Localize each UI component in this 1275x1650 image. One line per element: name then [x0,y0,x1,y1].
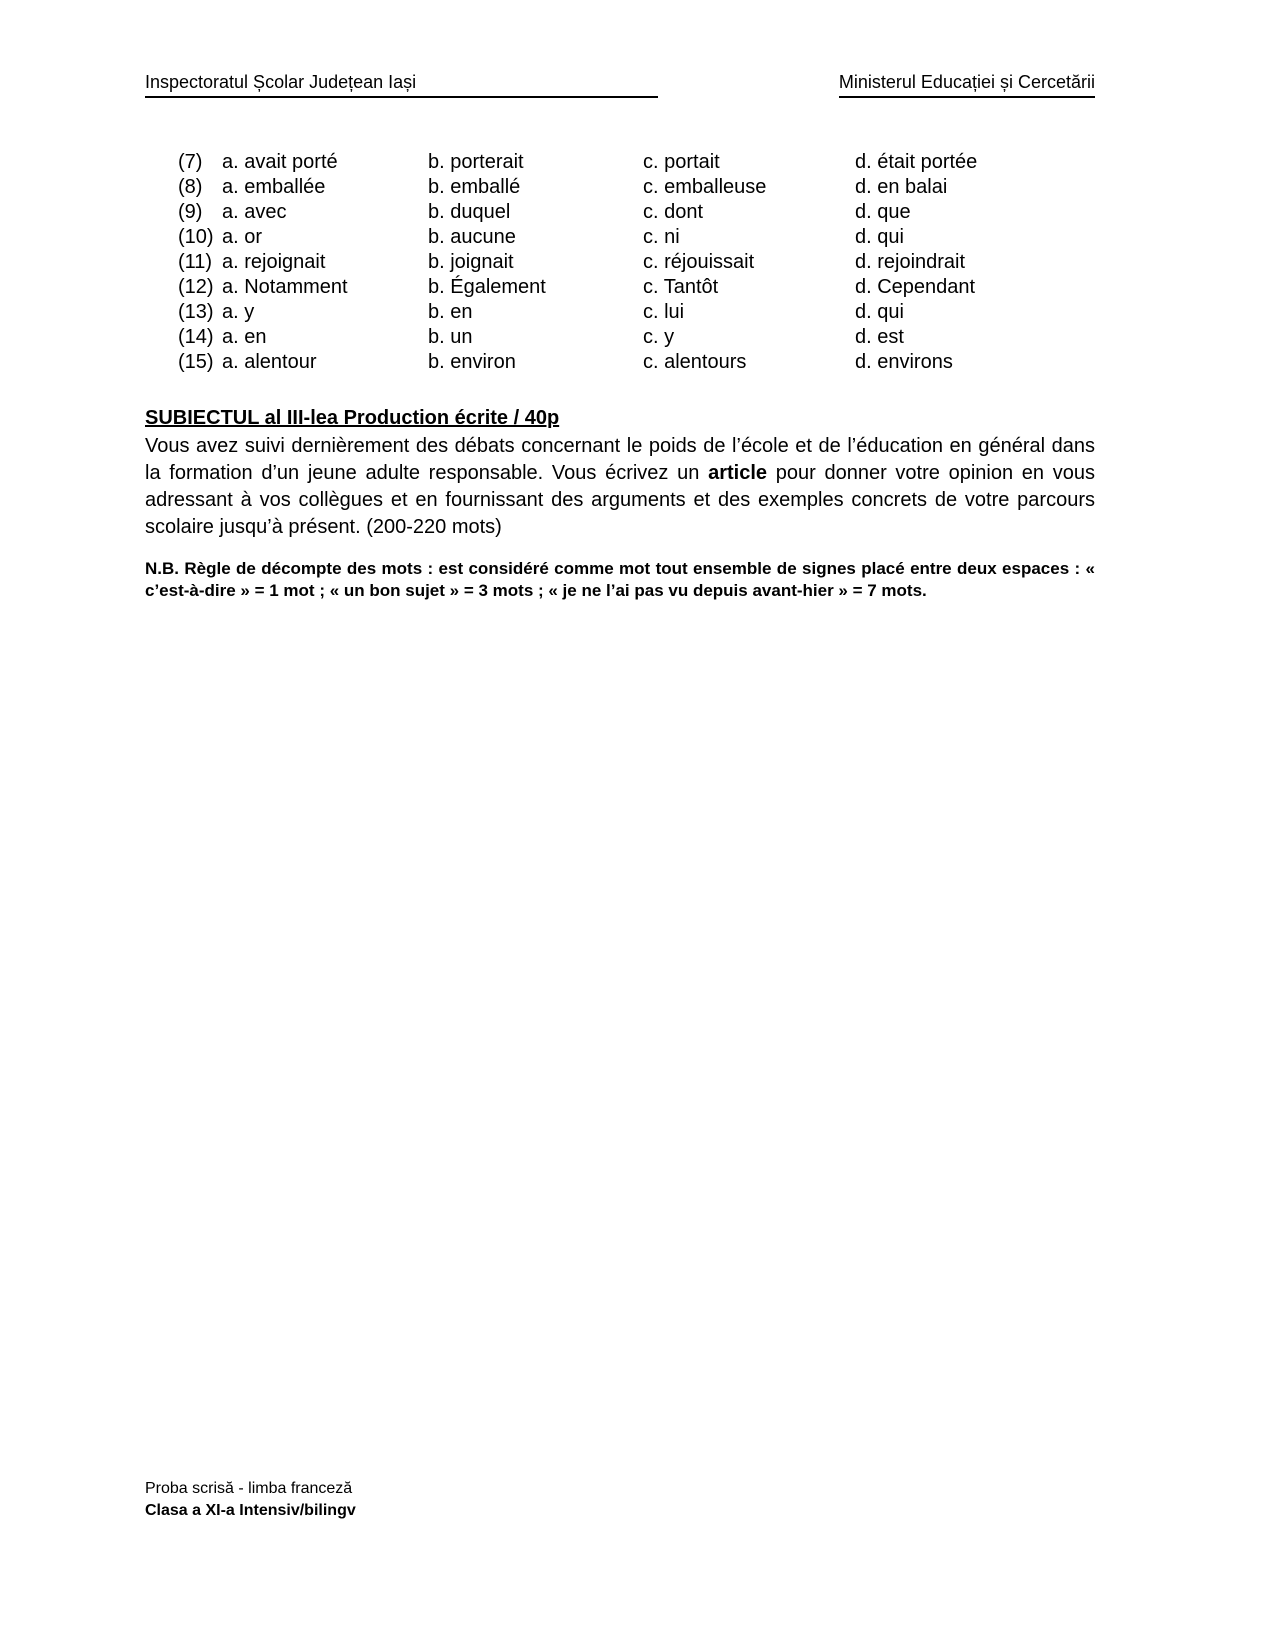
subject3-body-text: Vous avez suivi dernièrement des débats concernant le poids de l’école et de l’éducation en général dans la formation d’un jeune adulte responsable. Vous écrivez un [145,434,1095,484]
option-c: c. ni [643,225,680,248]
question-number: (11) [178,250,213,273]
option-a: a. avec [222,200,287,223]
option-a: a. rejoignait [222,250,326,273]
option-a: a. or [222,225,263,248]
question-number: (12) [178,275,214,298]
header-left-institution: Inspectoratul Școlar Județean Iași [145,72,658,98]
option-c: c. alentours [643,350,747,373]
option-d: d. Cependant [855,275,976,298]
option-b: b. environ [428,350,516,373]
mcq-row [178,275,1095,300]
option-a: a. en [222,325,267,348]
subject3-body-text: pour donner votre opinion en vous adressant à vos collègues et en fournissant des arguments et des exemples concrets de votre parcours scolaire jusqu’à présent. (200-220 mots) [145,461,1095,538]
mcq-row [178,175,1095,200]
option-c: c. dont [643,200,704,223]
mcq-row [178,250,1095,275]
option-d: d. en balai [855,175,948,198]
mcq-row [178,350,1095,375]
mcq-row [178,200,1095,225]
subject3-body-bold-word: article [708,461,768,484]
option-a: a. alentour [222,350,317,373]
subject3-title: SUBIECTUL al III-lea Production écrite / 40p [145,406,560,429]
question-number: (7) [178,150,203,173]
option-a: a. y [222,300,255,323]
mcq-row [178,150,1095,175]
option-c: c. portait [643,150,720,173]
question-number: (8) [178,175,203,198]
option-d: d. était portée [855,150,978,173]
option-a: a. emballée [222,175,326,198]
option-b: b. un [428,325,473,348]
option-d: d. rejoindrait [855,250,966,273]
option-a: a. Notamment [222,275,348,298]
option-a: a. avait porté [222,150,338,173]
option-c: c. y [643,325,675,348]
option-b: b. porterait [428,150,524,173]
option-b: b. emballé [428,175,521,198]
option-c: c. Tantôt [643,275,719,298]
option-d: d. que [855,200,911,223]
page-footer [145,1478,356,1522]
footer-exam-type: Proba scrisă - limba franceză [145,1480,353,1497]
question-number: (10) [178,225,214,248]
subject3-body [145,433,1095,541]
option-c: c. lui [643,300,685,323]
option-b: b. en [428,300,473,323]
question-number: (9) [178,200,203,223]
header-right-institution: Ministerul Educației și Cercetării [839,72,1095,98]
option-b: b. Également [428,275,546,298]
option-b: b. joignait [428,250,514,273]
footer-class-level: Clasa a XI-a Intensiv/bilingv [145,1502,356,1519]
question-number: (15) [178,350,214,373]
question-number: (13) [178,300,214,323]
mcq-row [178,325,1095,350]
option-d: d. environs [855,350,953,373]
option-d: d. qui [855,300,904,323]
nb-word-count-rule: N.B. Règle de décompte des mots : est considéré comme mot tout ensemble de signes placé entre deux espaces : « c’est-à-dire » = 1 mot ; « un bon sujet » = 3 mots ; « je ne l’ai pas vu depuis avant-hier » = 7 mots. [145,558,1095,600]
option-c: c. réjouissait [643,250,755,273]
question-number: (14) [178,325,214,348]
page-content [0,0,1275,602]
mcq-grid [178,150,1095,375]
option-b: b. duquel [428,200,511,223]
option-d: d. qui [855,225,904,248]
option-b: b. aucune [428,225,516,248]
mcq-row [178,225,1095,250]
mcq-row [178,300,1095,325]
option-c: c. emballeuse [643,175,767,198]
page-header [145,72,1095,98]
option-d: d. est [855,325,904,348]
